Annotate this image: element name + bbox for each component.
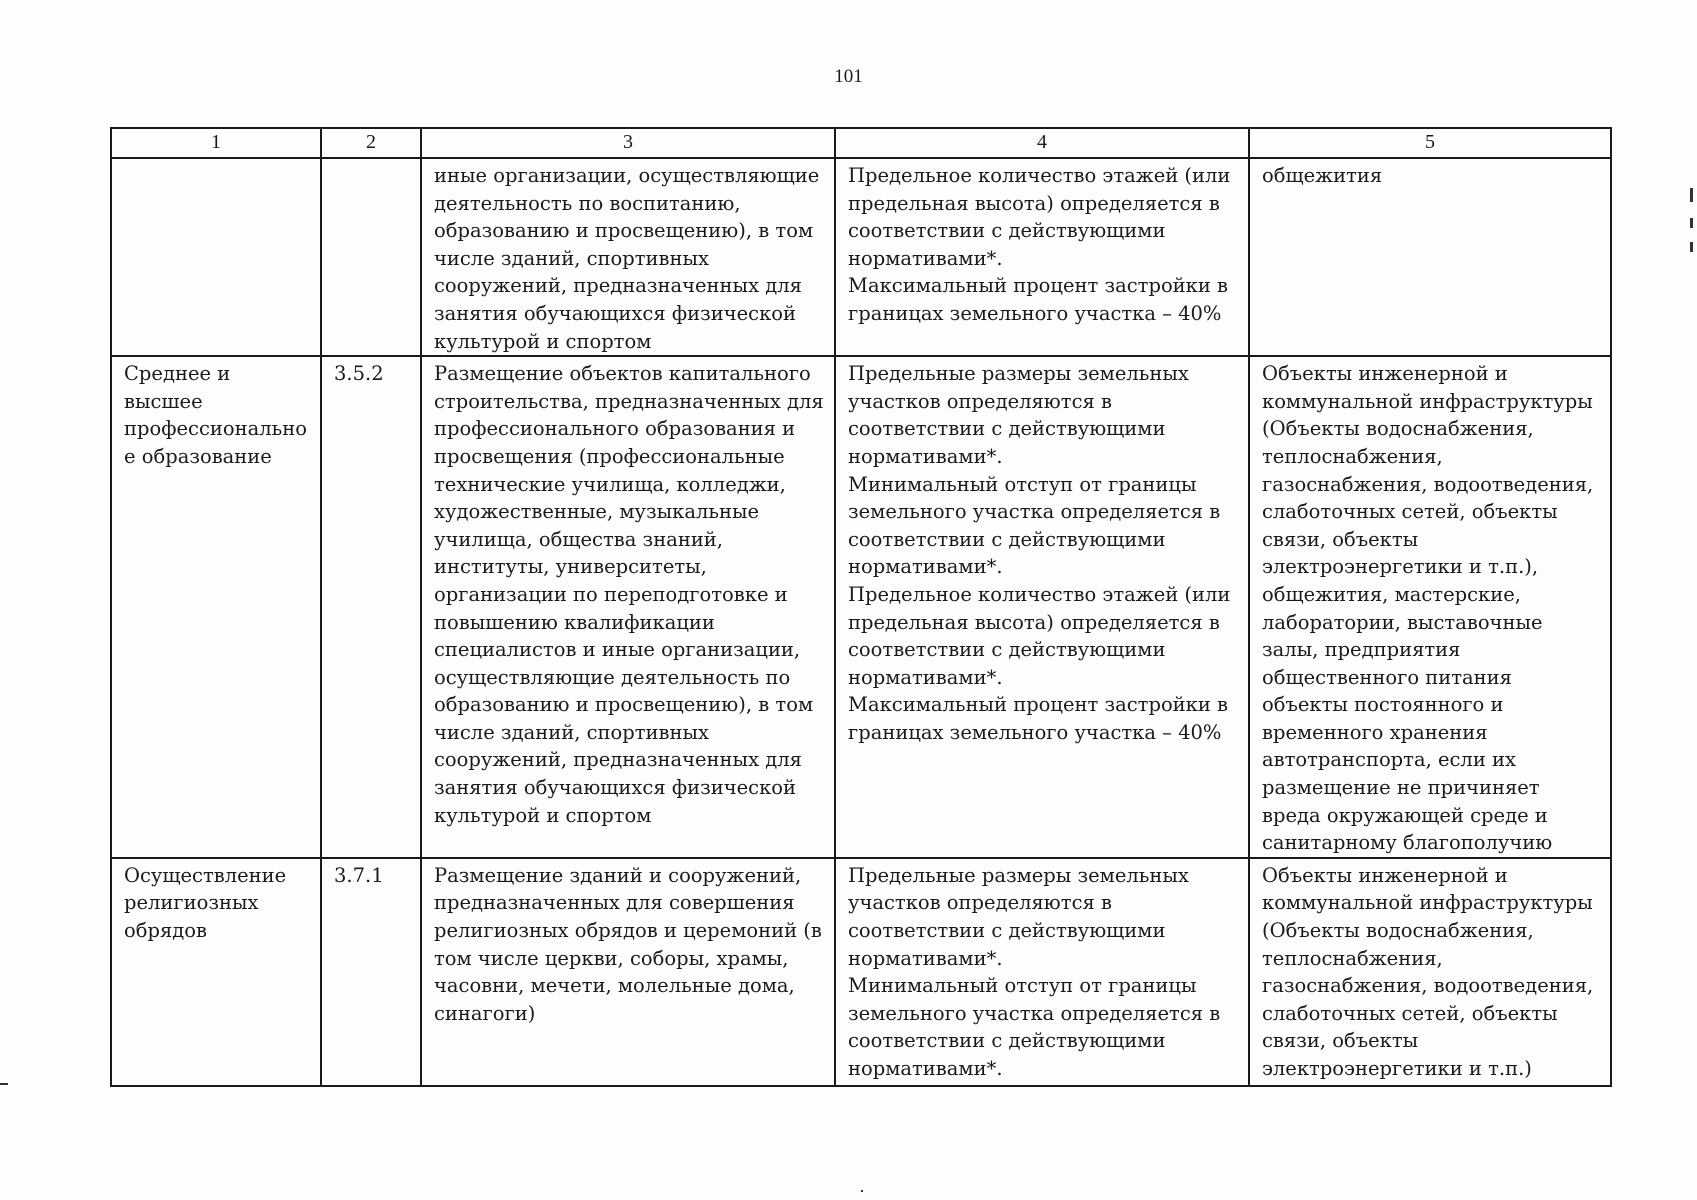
table-row [111, 858, 1611, 1086]
column-header-4: 4 [835, 128, 1249, 158]
use-name-cell: Осуществление религиозных обрядов [111, 858, 321, 1086]
table-row [111, 158, 1611, 356]
scan-edge-mark [1690, 218, 1693, 228]
page-number: 101 [834, 66, 863, 87]
auxiliary-uses-cell: общежития [1249, 158, 1611, 356]
table-row [111, 356, 1611, 858]
use-description-cell: иные организации, осуществляющие деятельность по воспитанию, образованию и просвещению), в том числе зданий, спортивных сооружений, предназначенных для занятия обучающихся физической культурой и спортом [421, 158, 835, 356]
use-parameters-cell: Предельные размеры земельных участков определяются в соответствии с действующими нормативами*. Минимальный отступ от границы земельного участка определяется в соответствии с действующими нормативами*. Предельное количество этажей (или предельная высота) определяется в соответствии с действующими нормативами*. Максимальный процент застройки в границах земельного участка – 40% [835, 356, 1249, 858]
scan-dot-mark [861, 1190, 863, 1192]
use-name-cell: Среднее и высшее профессионально е образование [111, 356, 321, 858]
column-header-5: 5 [1249, 128, 1611, 158]
auxiliary-uses-cell: Объекты инженерной и коммунальной инфраструктуры (Объекты водоснабжения, теплоснабжения, газоснабжения, водоотведения, слаботочных сетей, объекты связи, объекты электроэнергетики и т.п.), общежития, мастерские, лаборатории, выставочные залы, предприятия общественного питания объекты постоянного и временного хранения автотранспорта, если их размещение не причиняет вреда окружающей среде и санитарному благополучию [1249, 356, 1611, 858]
scan-edge-mark [0, 1083, 8, 1085]
use-code-cell [321, 158, 421, 356]
use-description-cell: Размещение зданий и сооружений, предназначенных для совершения религиозных обрядов и церемоний (в том числе церкви, соборы, храмы, часовни, мечети, молельные дома, синагоги) [421, 858, 835, 1086]
column-header-2: 2 [321, 128, 421, 158]
column-header-1: 1 [111, 128, 321, 158]
use-code-cell: 3.5.2 [321, 356, 421, 858]
use-code-cell: 3.7.1 [321, 858, 421, 1086]
table-header-row [111, 128, 1611, 158]
scan-edge-mark [1690, 242, 1693, 252]
use-parameters-cell: Предельное количество этажей (или предельная высота) определяется в соответствии с действующими нормативами*. Максимальный процент застройки в границах земельного участка – 40% [835, 158, 1249, 356]
use-description-cell: Размещение объектов капитального строительства, предназначенных для профессионального образования и просвещения (профессиональные технические училища, колледжи, художественные, музыкальные училища, общества знаний, институты, университеты, организации по переподготовке и повышению квалификации специалистов и иные организации, осуществляющие деятельность по образованию и просвещению), в том числе зданий, спортивных сооружений, предназначенных для занятия обучающихся физической культурой и спортом [421, 356, 835, 858]
use-name-cell [111, 158, 321, 356]
use-parameters-cell: Предельные размеры земельных участков определяются в соответствии с действующими нормативами*. Минимальный отступ от границы земельного участка определяется в соответствии с действующими нормативами*. [835, 858, 1249, 1086]
scan-edge-mark [1690, 188, 1693, 202]
auxiliary-uses-cell: Объекты инженерной и коммунальной инфраструктуры (Объекты водоснабжения, теплоснабжения, газоснабжения, водоотведения, слаботочных сетей, объекты связи, объекты электроэнергетики и т.п.) [1249, 858, 1611, 1086]
land-use-table [110, 127, 1612, 1087]
column-header-3: 3 [421, 128, 835, 158]
